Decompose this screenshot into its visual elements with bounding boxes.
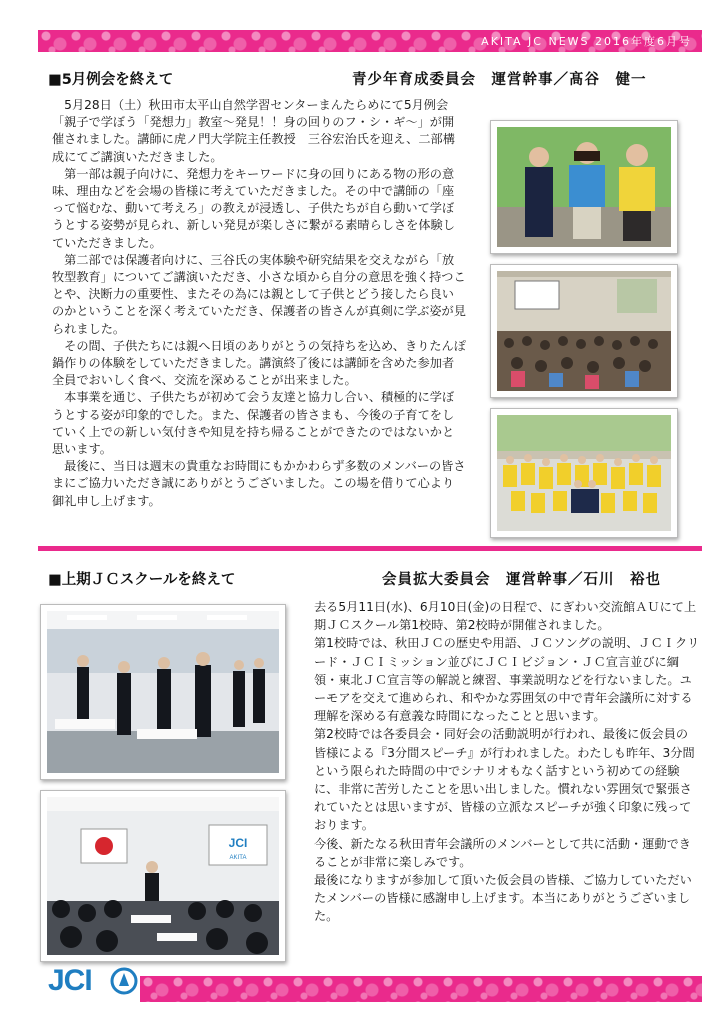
article2-heading: ■上期ＪＣスクールを終えて — [48, 572, 236, 588]
photo-jc-school-speech — [40, 790, 286, 962]
photo-three-men — [490, 120, 678, 254]
banner-jci-text: JCI — [228, 836, 248, 850]
header-band — [38, 30, 702, 52]
article1-paragraph: 第二部では保護者向けに、三谷氏の実体験や研究結果を交えながら「放牧型教育」についてご講演いただき、小さな頃から自分の意思を強く持つことや、決断力の重要性、またその為には親として子供とどう接したら良いのかということを深く考えていただき、保護者の皆さんが真剣に学ぶ姿が見られました。 — [52, 252, 466, 336]
article2-body — [314, 598, 700, 926]
article1-paragraph: 第一部は親子向けに、発想力をキーワードに身の回りにある物の形の意味、理由などを会場の皆様に考えていただきました。その中で講師の「座って悩むな、動いて考えろ」の教えが浸透し、子供たちが自ら動いて学ぼうとする姿勢が見られ、新しい発見が楽しさに繋がる素晴らしさを体験していただきました。 — [52, 166, 455, 250]
section-divider — [38, 546, 702, 551]
masthead-title: AKITA JC NEWS 2016年度6月号 — [481, 35, 692, 48]
article1-byline: 青少年育成委員会 運営幹事／髙谷 健一 — [352, 72, 647, 88]
article2-paragraph: 今後、新たなる秋田青年会議所のメンバーとして共に活動・運動できることが非常に楽しみです。 — [314, 836, 691, 869]
article2-byline: 会員拡大委員会 運営幹事／石川 裕也 — [382, 572, 661, 588]
article2-paragraph: 去る5月11日(水)、6月10日(金)の日程で、にぎわい交流館ＡＵにて上期ＪＣスクール第1校時、第2校時が開催されました。 — [314, 600, 697, 633]
photo-lecture-hall — [490, 264, 678, 398]
jci-emblem-icon — [110, 966, 138, 998]
photo-jc-school-practice — [40, 604, 286, 780]
footer-band — [140, 976, 702, 1002]
article1-heading: ■5月例会を終えて — [48, 72, 174, 88]
article2-paragraph: 第1校時では、秋田ＪＣの歴史や用語、ＪＣソングの説明、ＪＣＩクリード・ＪＣＩミッション並びにＪＣＩビジョン・ＪＣ宣言並びに綱領・東北ＪＣ宣言等の解説と練習、事業説明などを行ないました。ユーモアを交えて進められ、和やかな雰囲気の中で青年会議所に対する理解を深める有意義な時間になったことと思います。 — [314, 636, 700, 724]
article1-paragraph: 本事業を通じ、子供たちが初めて会う友達と協力し合い、積極的に学ぼうとする姿が印象的でした。また、保護者の皆さまも、今後の子育てをしていく上での新しい気付きや知見を持ち帰ることができたのではないかと思います。 — [52, 390, 455, 457]
jci-logo — [48, 964, 140, 1004]
article2-paragraph: 最後になりますが参加して頂いた仮会員の皆様、ご協力していただいたメンバーの皆様に感謝申し上げます。本当にありがとうございました。 — [314, 873, 692, 924]
banner-akita-text: AKITA — [229, 855, 247, 861]
jci-logo-text: JCI — [48, 964, 92, 997]
article1-body — [52, 97, 466, 510]
photo-group — [490, 408, 678, 538]
article2-paragraph: 第2校時では各委員会・同好会の活動説明が行われ、最後に仮会員の皆様による『3分間スピーチ』が行われました。わたしも昨年、3分間という限られた時間の中でシナリオもなく話すという初めての経験に、非常に苦労したことを思い出しました。慣れない雰囲気で緊張されていたとは思いますが、皆様の立派なスピーチが強く印象に残っております。 — [314, 727, 695, 833]
article1-paragraph: 最後に、当日は週末の貴重なお時間にもかかわらず多数のメンバーの皆さまにご協力いただき誠にありがとうございました。この場を借りて心より御礼申し上げます。 — [52, 459, 466, 508]
article1-paragraph: その間、子供たちには親へ日頃のありがとうの気持ちを込め、きりたんぽ鍋作りの体験をしていただきました。講演終了後には講師を含めた参加者全員でおいしく食べ、交流を深めることが出来ました。 — [52, 338, 466, 388]
article1-paragraph: 5月28日（土）秋田市太平山自然学習センターまんたらめにて5月例会「親子で学ぼう「発想力」教室～発見！！身の回りのフ・シ・ギ～」が開催されました。講師に虎ノ門大学院主任教授 三谷宏治氏を迎え、二部構成にてご講演いただきました。 — [52, 98, 455, 164]
